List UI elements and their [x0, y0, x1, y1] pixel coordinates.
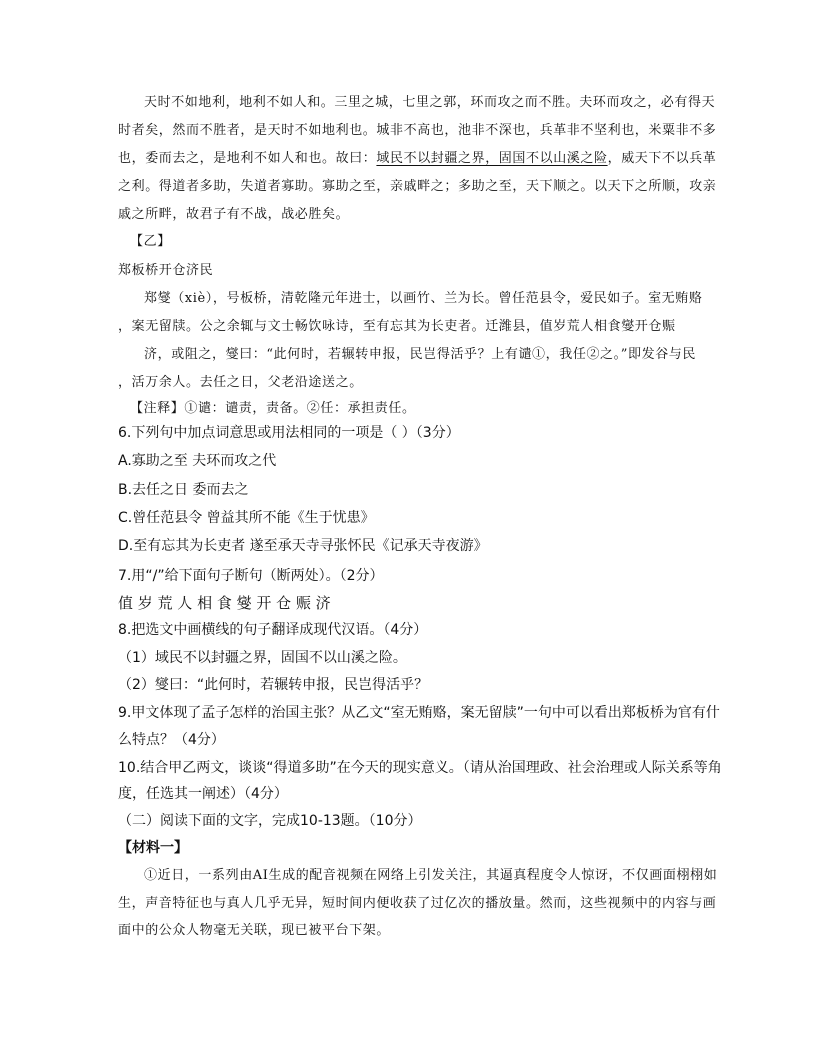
jia-line-3	[118, 145, 718, 173]
question-6-option-a: A.寡助之至 夫环而攻之代	[118, 453, 277, 469]
yi-line-4: ，活万余人。去任之日，父老沿途送之。	[118, 375, 363, 390]
yi-line-3: 济，或阻之，燮曰：“此何时，若辗转申报，民岂得活乎？上有谴①，我任②之。”即发谷与民	[144, 347, 696, 362]
question-6-option-d: D.至有忘其为长吏者 遂至承天寺寻张怀民《记承天寺夜游》	[118, 538, 488, 554]
question-6: 6.下列句中加点词意思或用法相同的一项是（ ）（3分）	[118, 425, 460, 441]
jia-line-3-end: ，威天下不以兵革	[607, 151, 717, 166]
question-7-sentence: 值 岁 荒 人 相 食 燮 开 仓 赈 济	[118, 594, 331, 612]
question-10-line-1: 10.结合甲乙两文，谈谈“得道多助”在今天的现实意义。（请从治国理政、社会治理或人际关系等角	[118, 760, 722, 776]
question-6-option-c: C.曾任范县令 曾益其所不能《生于忧患》	[118, 510, 375, 526]
section-2-heading: （二）阅读下面的文字，完成10-13题。（10分）	[118, 813, 422, 829]
material-1-line-3: 面中的公众人物毫无关联，现已被平台下架。	[118, 923, 391, 938]
jia-line-1: 天时不如地利，地利不如人和。三里之城，七里之郭，环而攻之而不胜。夫环而攻之，必有得天	[144, 95, 716, 110]
question-8-part-2: （2）燮曰：“此何时，若辗转申报，民岂得活乎？	[118, 677, 429, 693]
question-10-line-2: 度，任选其一阐述）（4分）	[118, 786, 288, 802]
material-1-heading: 【材料一】	[118, 840, 188, 856]
material-1-line-2: 生，声音特征也与真人几乎无异，短时间内便收获了过亿次的播放量。然而，这些视频中的内容与画	[118, 896, 717, 911]
yi-note: 【注释】①谴：谴责，责备。②任：承担责任。	[130, 401, 416, 416]
jia-line-4: 之利。得道者多助，失道者寡助。寡助之至，亲戚畔之；多助之至，天下顺之。以天下之所顺，攻亲	[118, 179, 717, 194]
question-8-part-1: （1）域民不以封疆之界，固国不以山溪之险。	[118, 650, 407, 666]
yi-line-2: ，案无留牍。公之余辄与文士畅饮咏诗，至有忘其为长吏者。迁潍县，值岁荒人相食燮开仓赈	[118, 319, 676, 334]
question-6-option-b: B.去任之日 委而去之	[118, 482, 249, 498]
underlined-sentence: 域民不以封疆之界，固国不以山溪之险	[376, 151, 608, 166]
yi-heading: 【乙】	[130, 234, 171, 249]
jia-line-3-start: 也，委而去之，是地利不如人和也。故曰：	[118, 151, 377, 166]
question-7: 7.用“/”给下面句子断句（断两处）。（2分）	[118, 568, 384, 584]
yi-title: 郑板桥开仓济民	[118, 263, 214, 278]
jia-line-5: 戚之所畔，故君子有不战，战必胜矣。	[118, 207, 350, 222]
question-9-line-1: 9.甲文体现了孟子怎样的治国主张？从乙文“室无贿赂，案无留牍”一句中可以看出郑板桥为官有什	[118, 705, 720, 721]
question-8: 8.把选文中画横线的句子翻译成现代汉语。（4分）	[118, 622, 428, 638]
jia-line-2: 时者矣，然而不胜者，是天时不如地利也。城非不高也，池非不深也，兵革非不坚利也，米粟非不多	[118, 123, 717, 138]
yi-line-1: 郑燮（xiè），号板桥，清乾隆元年进士，以画竹、兰为长。曾任范县令，爱民如子。室无贿赂	[144, 291, 703, 306]
question-9-line-2: 么特点？（4分）	[118, 732, 225, 748]
material-1-line-1: ①近日，一系列由AI生成的配音视频在网络上引发关注，其逼真程度令人惊讶，不仅画面栩栩如	[144, 868, 718, 883]
